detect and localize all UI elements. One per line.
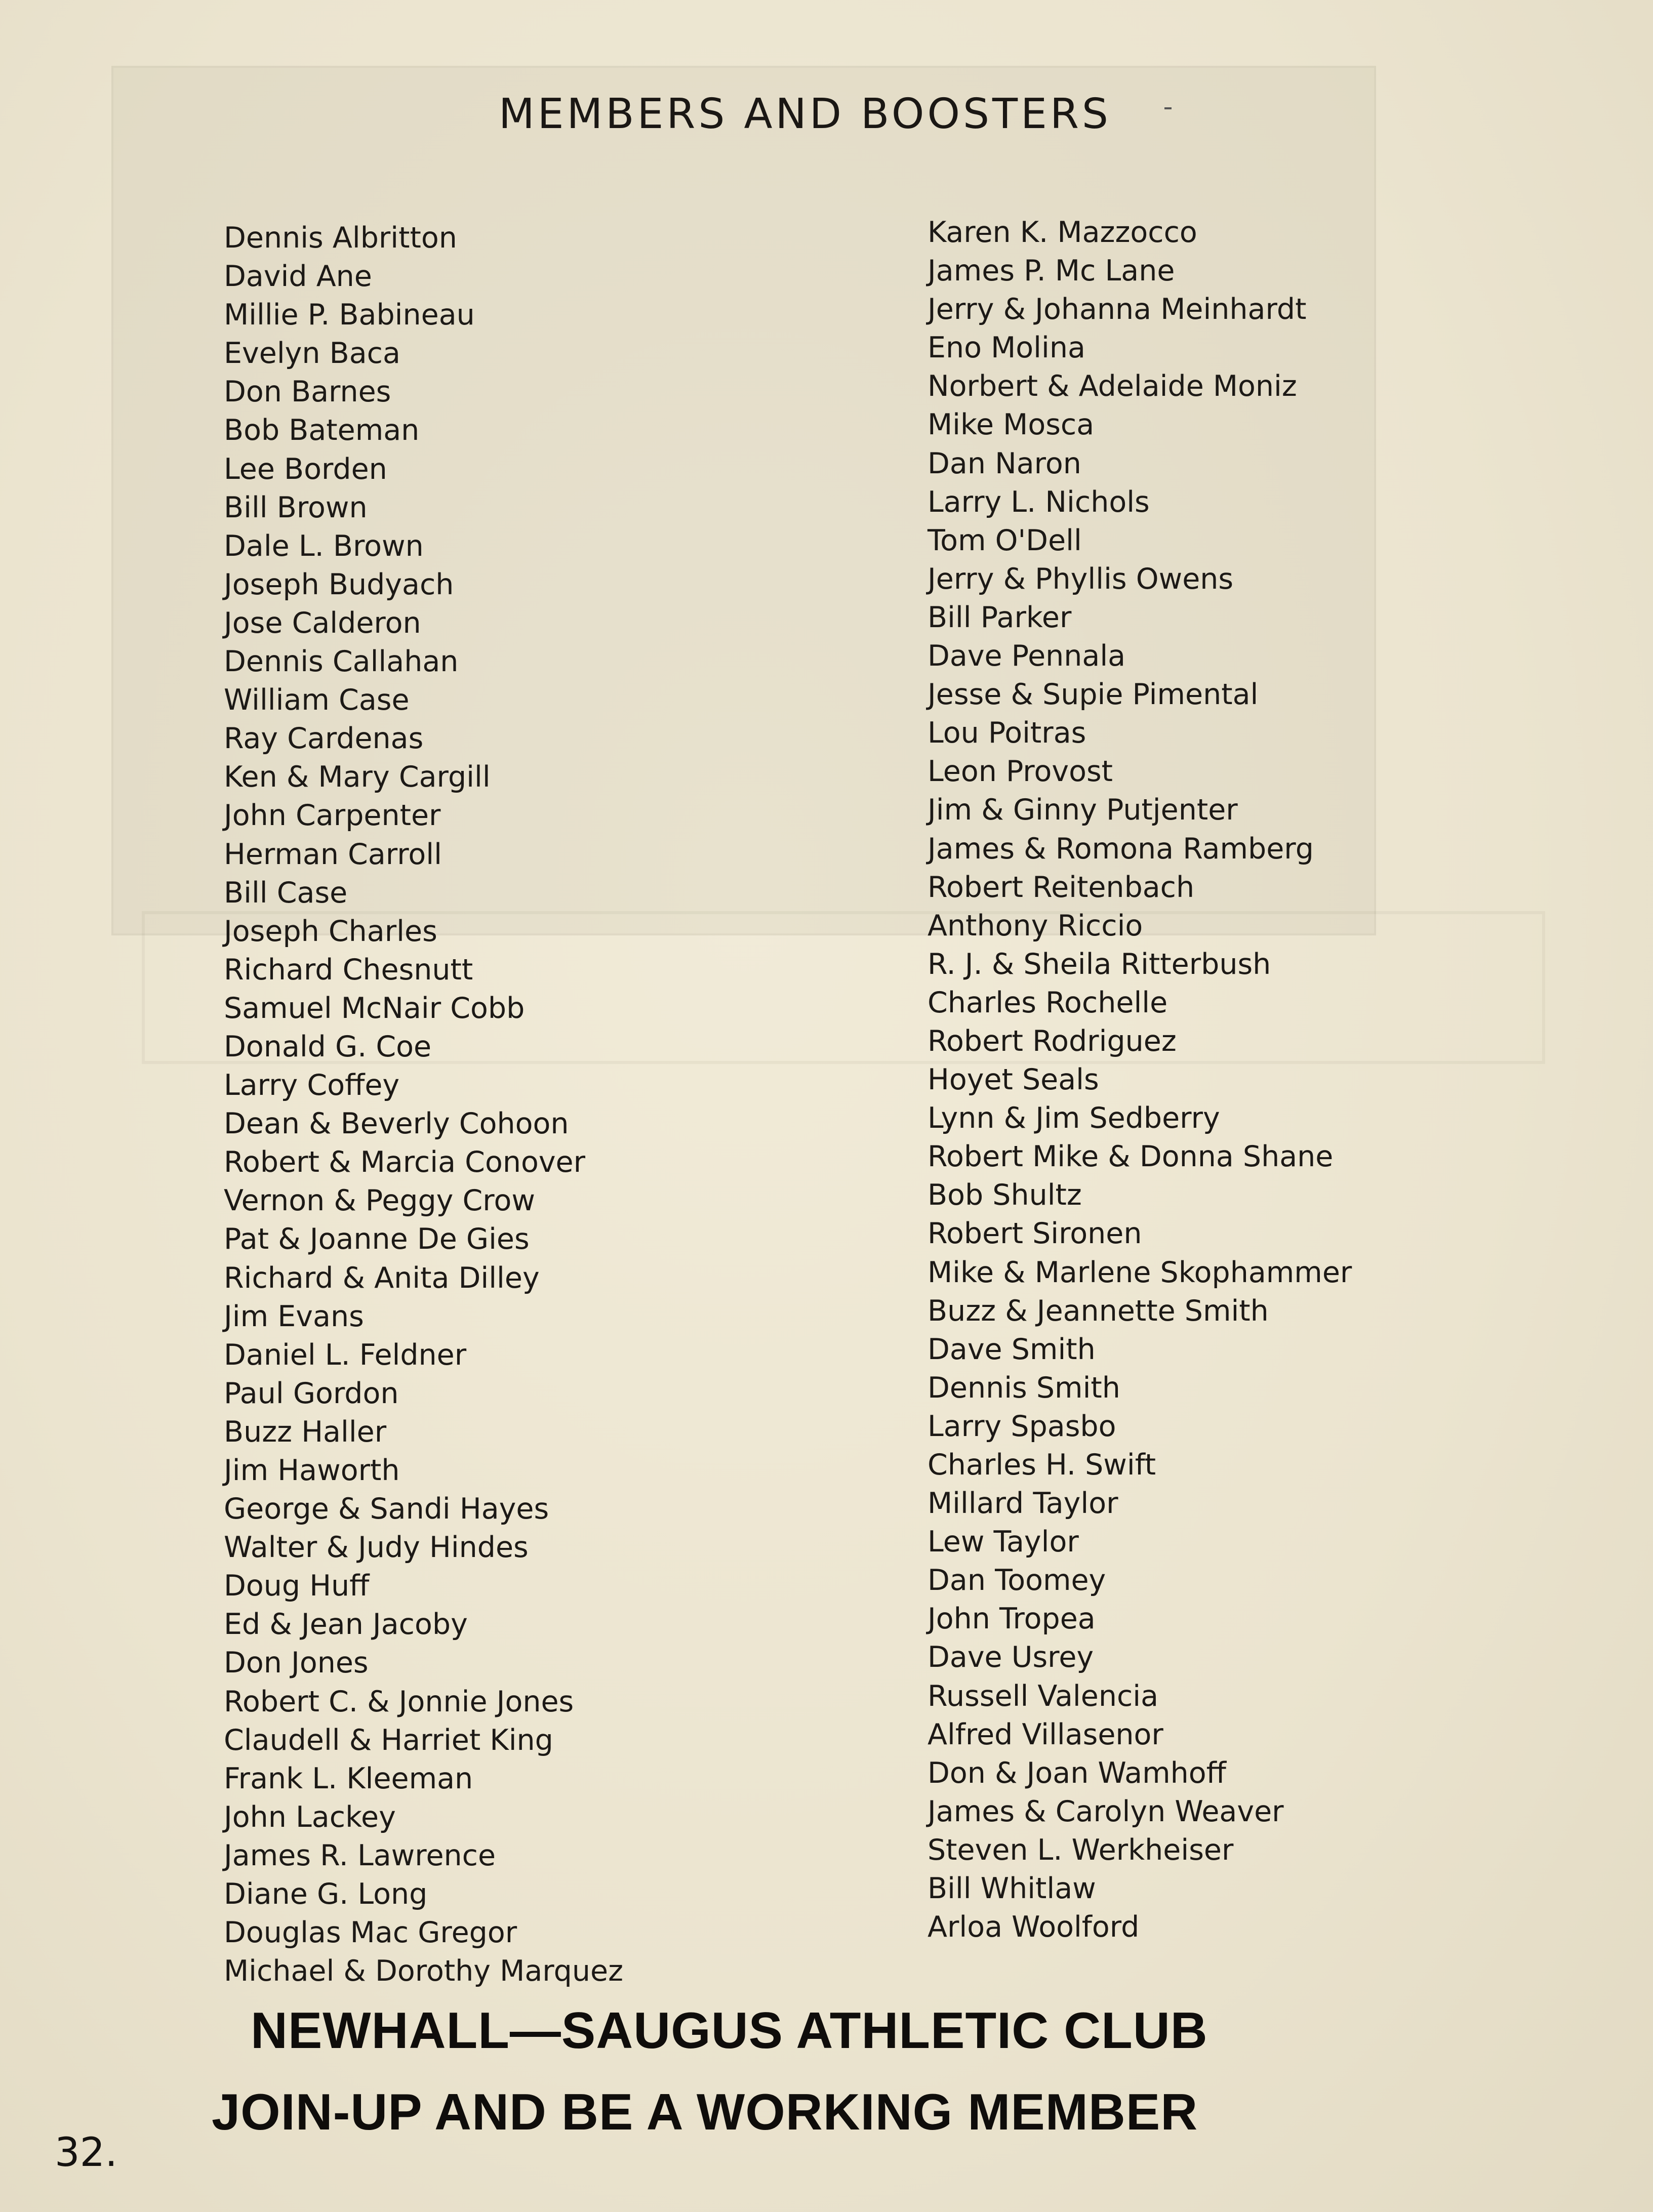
member-name: Herman Carroll <box>224 837 442 871</box>
member-name: Bill Brown <box>224 490 368 524</box>
member-name: Alfred Villasenor <box>928 1717 1163 1751</box>
member-name: Dave Smith <box>928 1332 1096 1366</box>
member-name: John Lackey <box>224 1800 396 1834</box>
member-name: Vernon & Peggy Crow <box>224 1184 535 1218</box>
member-name: Ray Cardenas <box>224 722 424 756</box>
member-name: Hoyet Seals <box>928 1063 1099 1097</box>
member-name: James P. Mc Lane <box>928 254 1175 288</box>
member-name: Ed & Jean Jacoby <box>224 1608 468 1642</box>
member-name: Bob Bateman <box>224 414 420 447</box>
member-name: Dave Pennala <box>928 639 1126 673</box>
member-name: George & Sandi Hayes <box>224 1492 549 1526</box>
member-name: Joseph Charles <box>224 914 437 948</box>
member-name: Richard & Anita Dilley <box>224 1261 540 1295</box>
member-name: Mike & Marlene Skophammer <box>928 1255 1352 1289</box>
member-name: Lynn & Jim Sedberry <box>928 1101 1220 1135</box>
member-name: Karen K. Mazzocco <box>928 216 1197 249</box>
member-name: Charles H. Swift <box>928 1448 1156 1482</box>
member-name: Richard Chesnutt <box>224 953 473 987</box>
member-name: Joseph Budyach <box>224 567 454 601</box>
member-name: Douglas Mac Gregor <box>224 1916 517 1950</box>
member-name: Mike Mosca <box>928 408 1095 442</box>
member-name: Paul Gordon <box>224 1376 399 1410</box>
member-name: Claudell & Harriet King <box>224 1723 553 1757</box>
member-name: Walter & Judy Hindes <box>224 1531 529 1565</box>
member-name: Lou Poitras <box>928 716 1086 750</box>
members-list-left <box>224 219 623 1990</box>
member-name: Dennis Callahan <box>224 645 459 679</box>
member-name: Jerry & Phyllis Owens <box>928 562 1234 596</box>
member-name: Larry Coffey <box>224 1069 400 1102</box>
member-name: Robert Sironen <box>928 1217 1142 1251</box>
member-name: Doug Huff <box>224 1569 370 1603</box>
member-name: James & Romona Ramberg <box>928 832 1314 866</box>
member-name: Buzz Haller <box>224 1415 387 1449</box>
member-name: William Case <box>224 683 410 717</box>
member-name: Bob Shultz <box>928 1178 1082 1212</box>
member-name: Dennis Albritton <box>224 221 457 255</box>
member-name: Anthony Riccio <box>928 909 1143 943</box>
member-name: Jim Evans <box>224 1299 364 1333</box>
member-name: Millard Taylor <box>928 1487 1118 1521</box>
member-name: Steven L. Werkheiser <box>928 1833 1234 1867</box>
member-name: Lee Borden <box>224 452 387 486</box>
member-name: Robert Rodriguez <box>928 1024 1177 1058</box>
print-mark <box>1164 107 1172 109</box>
member-name: Jim Haworth <box>224 1454 400 1487</box>
member-name: Jesse & Supie Pimental <box>928 678 1259 712</box>
member-name: Dan Toomey <box>928 1564 1106 1597</box>
member-name: Larry L. Nichols <box>928 485 1150 519</box>
member-name: Bill Parker <box>928 600 1072 634</box>
member-name: Jerry & Johanna Meinhardt <box>928 293 1307 326</box>
member-name: Evelyn Baca <box>224 337 400 371</box>
member-name: Dean & Beverly Cohoon <box>224 1107 569 1141</box>
member-name: Michael & Dorothy Marquez <box>224 1954 623 1988</box>
member-name: Robert Reitenbach <box>928 870 1195 904</box>
member-name: David Ane <box>224 260 372 294</box>
member-name: Tom O'Dell <box>928 523 1082 557</box>
member-name: Eno Molina <box>928 331 1085 365</box>
member-name: Arloa Woolford <box>928 1910 1140 1944</box>
member-name: Norbert & Adelaide Moniz <box>928 370 1297 403</box>
member-name: Donald G. Coe <box>224 1030 432 1063</box>
member-name: Frank L. Kleeman <box>224 1762 473 1795</box>
member-name: Don & Joan Wamhoff <box>928 1756 1226 1790</box>
member-name: Samuel McNair Cobb <box>224 991 525 1025</box>
member-name: Dave Usrey <box>928 1641 1094 1674</box>
member-name: Charles Rochelle <box>928 986 1168 1019</box>
member-name: James & Carolyn Weaver <box>928 1794 1284 1828</box>
member-name: Larry Spasbo <box>928 1409 1116 1443</box>
member-name: Ken & Mary Cargill <box>224 760 491 794</box>
member-name: Bill Case <box>224 876 348 910</box>
member-name: Robert Mike & Donna Shane <box>928 1140 1334 1174</box>
member-name: Dennis Smith <box>928 1371 1120 1405</box>
member-name: Russell Valencia <box>928 1679 1159 1713</box>
member-name: Millie P. Babineau <box>224 298 475 332</box>
member-name: Leon Provost <box>928 755 1113 789</box>
member-name: Pat & Joanne De Gies <box>224 1222 530 1256</box>
member-name: John Carpenter <box>224 799 441 833</box>
member-name: Robert C. & Jonnie Jones <box>224 1685 574 1718</box>
member-name: R. J. & Sheila Ritterbush <box>928 947 1271 981</box>
member-name: Jose Calderon <box>224 606 421 640</box>
member-name: Daniel L. Feldner <box>224 1338 467 1372</box>
member-name: Diane G. Long <box>224 1877 428 1911</box>
members-list-right <box>928 213 1352 1946</box>
member-name: Robert & Marcia Conover <box>224 1145 586 1179</box>
member-name: John Tropea <box>928 1602 1096 1636</box>
member-name: Lew Taylor <box>928 1525 1079 1559</box>
member-name: Dale L. Brown <box>224 529 424 563</box>
member-name: Don Jones <box>224 1646 369 1680</box>
member-name: James R. Lawrence <box>224 1838 496 1872</box>
member-name: Buzz & Jeannette Smith <box>928 1294 1269 1328</box>
club-name: NEWHALL—SAUGUS ATHLETIC CLUB <box>251 2002 1208 2059</box>
member-name: Dan Naron <box>928 446 1081 480</box>
page-title: MEMBERS AND BOOSTERS <box>499 90 1111 138</box>
member-name: Bill Whitlaw <box>928 1872 1096 1906</box>
member-name: Don Barnes <box>224 375 391 409</box>
page-number: 32. <box>55 2130 118 2176</box>
join-slogan: JOIN-UP AND BE A WORKING MEMBER <box>212 2084 1198 2141</box>
member-name: Jim & Ginny Putjenter <box>928 793 1238 827</box>
